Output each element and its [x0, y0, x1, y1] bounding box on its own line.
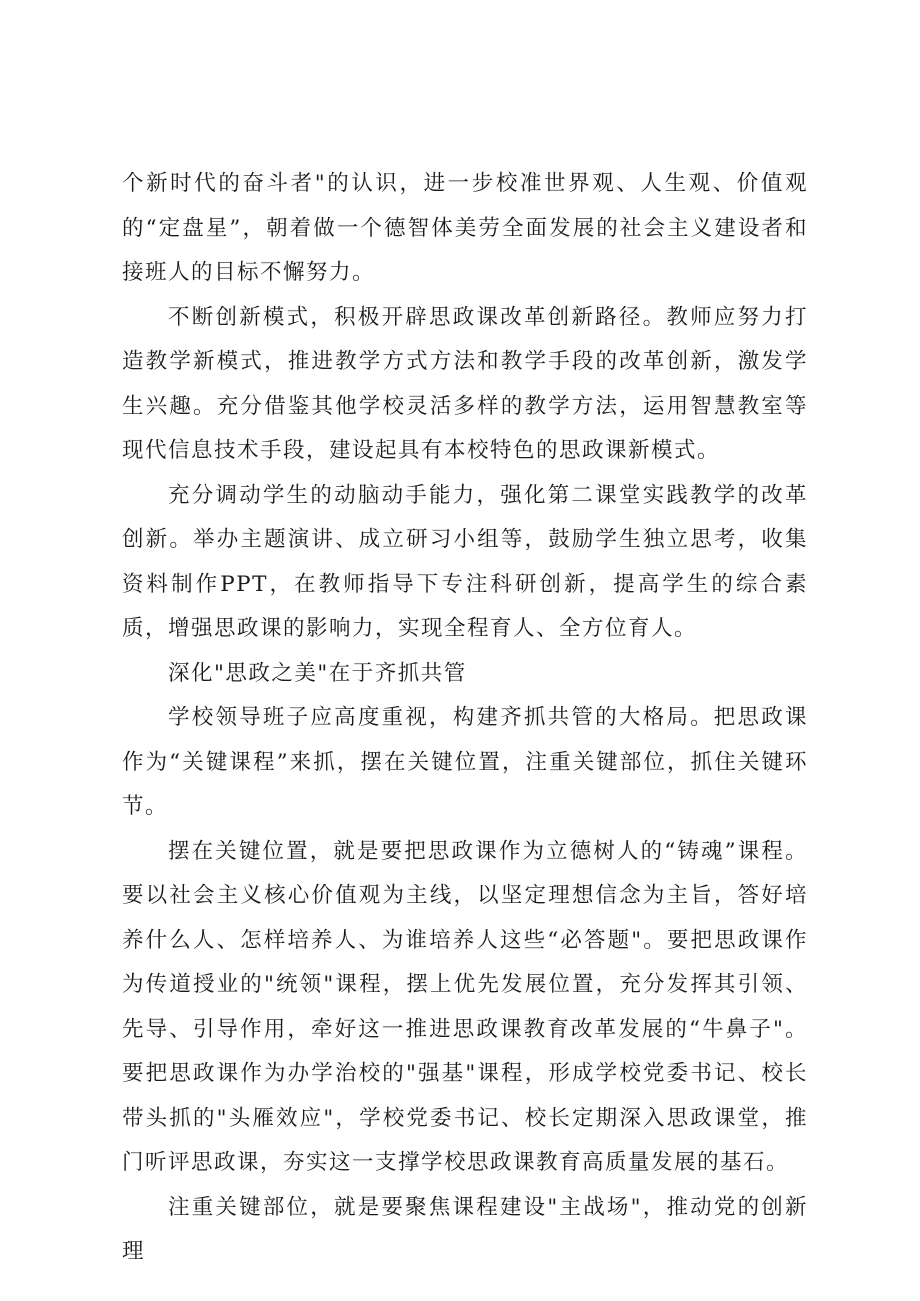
- paragraph-key-part: 注重关键部位，就是要聚焦课程建设"主战场"，推动党的创新理: [122, 1194, 808, 1264]
- document-body: [122, 162, 808, 1275]
- paragraph-continuation: 个新时代的奋斗者"的认识，进一步校准世界观、人生观、价值观的“定盘星”，朝着做一个德智体美劳全面发展的社会主义建设者和接班人的目标不懈努力。: [122, 171, 808, 285]
- section-heading: 深化"思政之美"在于齐抓共管: [168, 660, 467, 686]
- paragraph-innovation-mode: 不断创新模式，积极开辟思政课改革创新路径。教师应努力打造教学新模式，推进教学方式方法和教学手段的改革创新，激发学生兴趣。充分借鉴其他学校灵活多样的教学方法，运用智慧教室等现代信息技术手段，建设起具有本校特色的思政课新模式。: [122, 304, 808, 463]
- paragraph-leadership: 学校领导班子应高度重视，构建齐抓共管的大格局。把思政课作为“关键课程”来抓，摆在关键位置，注重关键部位，抓住关键环节。: [122, 705, 808, 819]
- paragraph-student-practice: 充分调动学生的动脑动手能力，强化第二课堂实践教学的改革创新。举办主题演讲、成立研习小组等，鼓励学生独立思考，收集资料制作PPT，在教师指导下专注科研创新，提高学生的综合素质，增强思政课的影响力，实现全程育人、全方位育人。: [122, 482, 808, 641]
- paragraph-key-position: 摆在关键位置，就是要把思政课作为立德树人的“铸魂”课程。要以社会主义核心价值观为主线，以坚定理想信念为主旨，答好培养什么人、怎样培养人、为谁培养人这些“必答题"。要把思政课作为传道授业的"统领"课程，摆上优先发展位置，充分发挥其引领、先导、引导作用，牵好这一推进思政课教育改革发展的“牛鼻子"。要把思政课作为办学治校的"强基"课程，形成学校党委书记、校长带头抓的"头雁效应"，学校党委书记、校长定期深入思政课堂，推门听评思政课，夯实这一支撑学校思政课教育高质量发展的基石。: [122, 838, 808, 1175]
